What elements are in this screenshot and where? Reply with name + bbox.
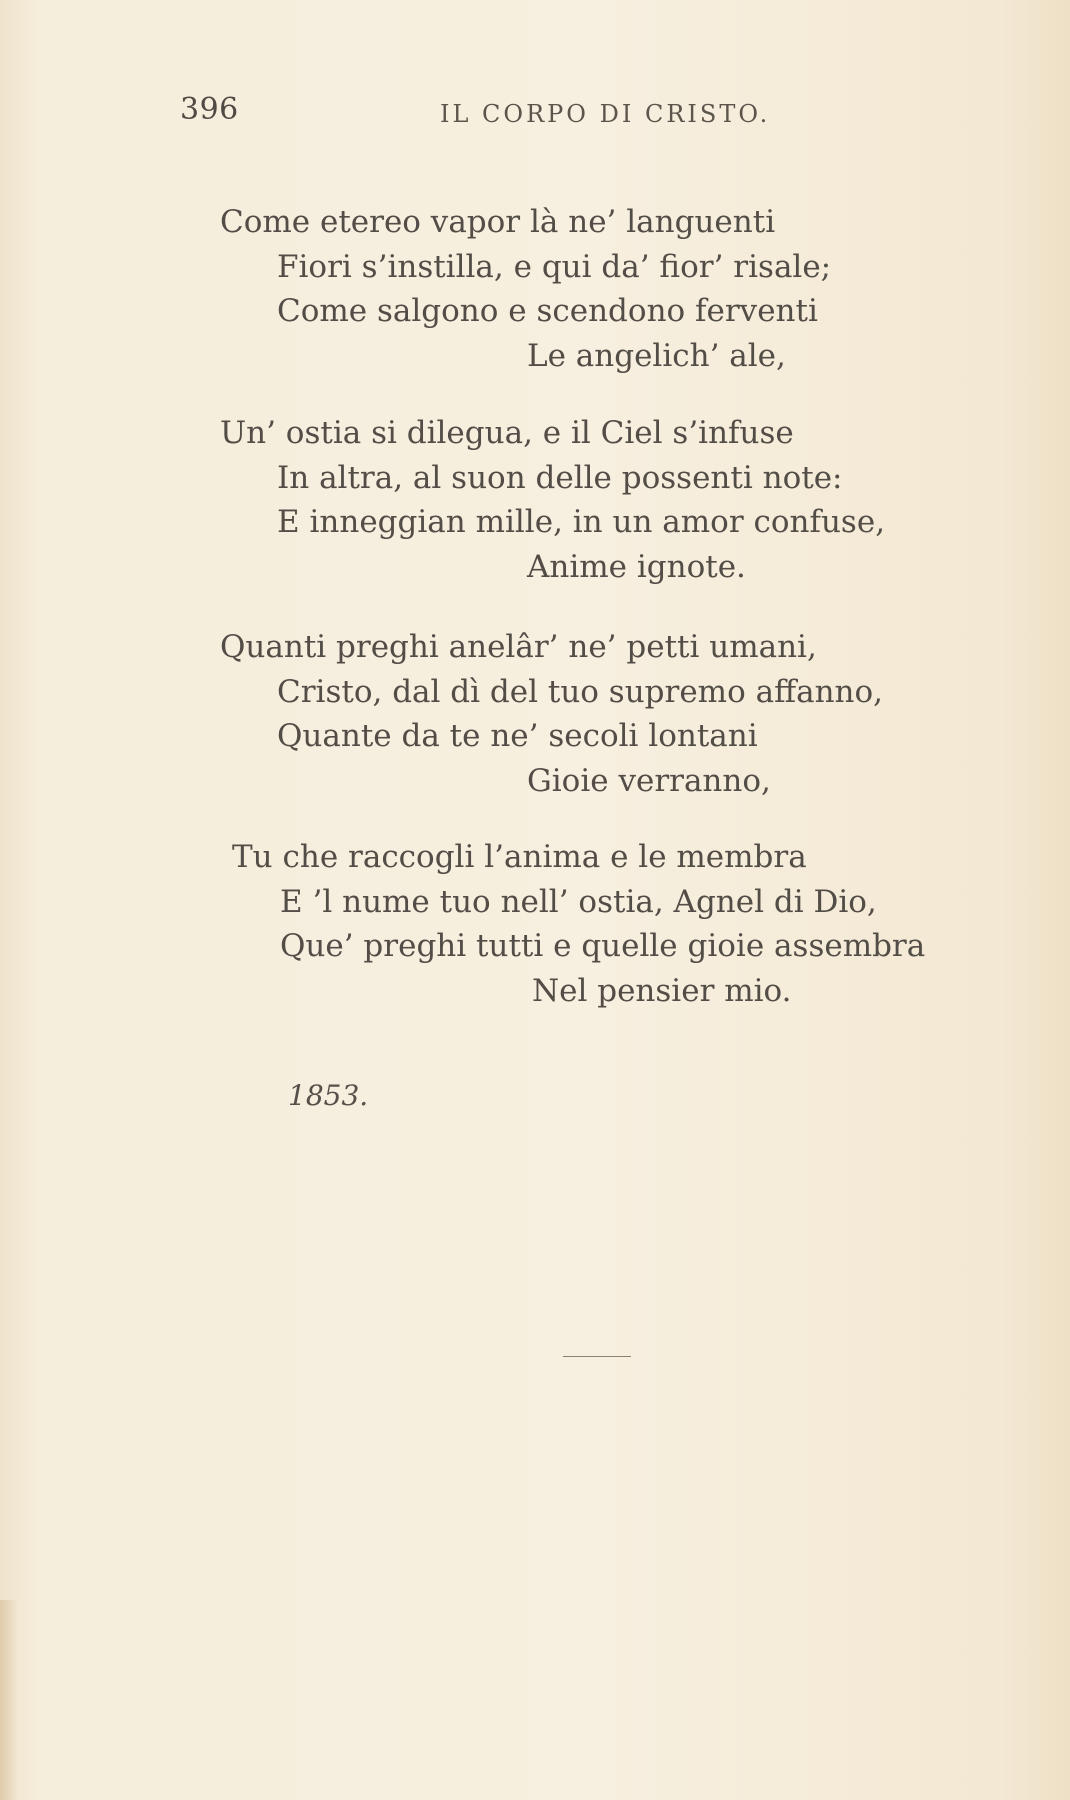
page-edge-shadow <box>0 1600 18 1800</box>
end-rule <box>563 1356 631 1357</box>
verse-line: Fiori s’instilla, e qui da’ fior’ risale; <box>277 249 832 285</box>
verse-line: E ’l nume tuo nell’ ostia, Agnel di Dio, <box>280 884 877 920</box>
verse-line: Come etereo vapor là ne’ languenti <box>220 204 776 240</box>
verse-line: Gioie verranno, <box>527 763 771 799</box>
verse-line: Quante da te ne’ secoli lontani <box>277 718 758 754</box>
poem-date: 1853. <box>288 1079 369 1112</box>
verse-line: Quanti preghi anelâr’ ne’ petti umani, <box>220 629 817 665</box>
verse-line: Cristo, dal dì del tuo supremo affanno, <box>277 674 884 710</box>
verse-line: Un’ ostia si dilegua, e il Ciel s’infuse <box>220 415 794 451</box>
verse-line: Le angelich’ ale, <box>527 338 786 374</box>
verse-line: Nel pensier mio. <box>532 973 792 1009</box>
verse-line: E inneggian mille, in un amor confuse, <box>277 504 886 540</box>
page-number: 396 <box>180 92 239 127</box>
verse-line: Come salgono e scendono ferventi <box>277 293 818 329</box>
verse-line: Tu che raccogli l’anima e le membra <box>232 839 807 875</box>
verse-line: In altra, al suon delle possenti note: <box>277 460 843 496</box>
verse-line: Anime ignote. <box>527 549 746 585</box>
verse-line: Que’ preghi tutti e quelle gioie assembra <box>280 928 926 964</box>
running-title: IL CORPO DI CRISTO. <box>440 100 771 128</box>
